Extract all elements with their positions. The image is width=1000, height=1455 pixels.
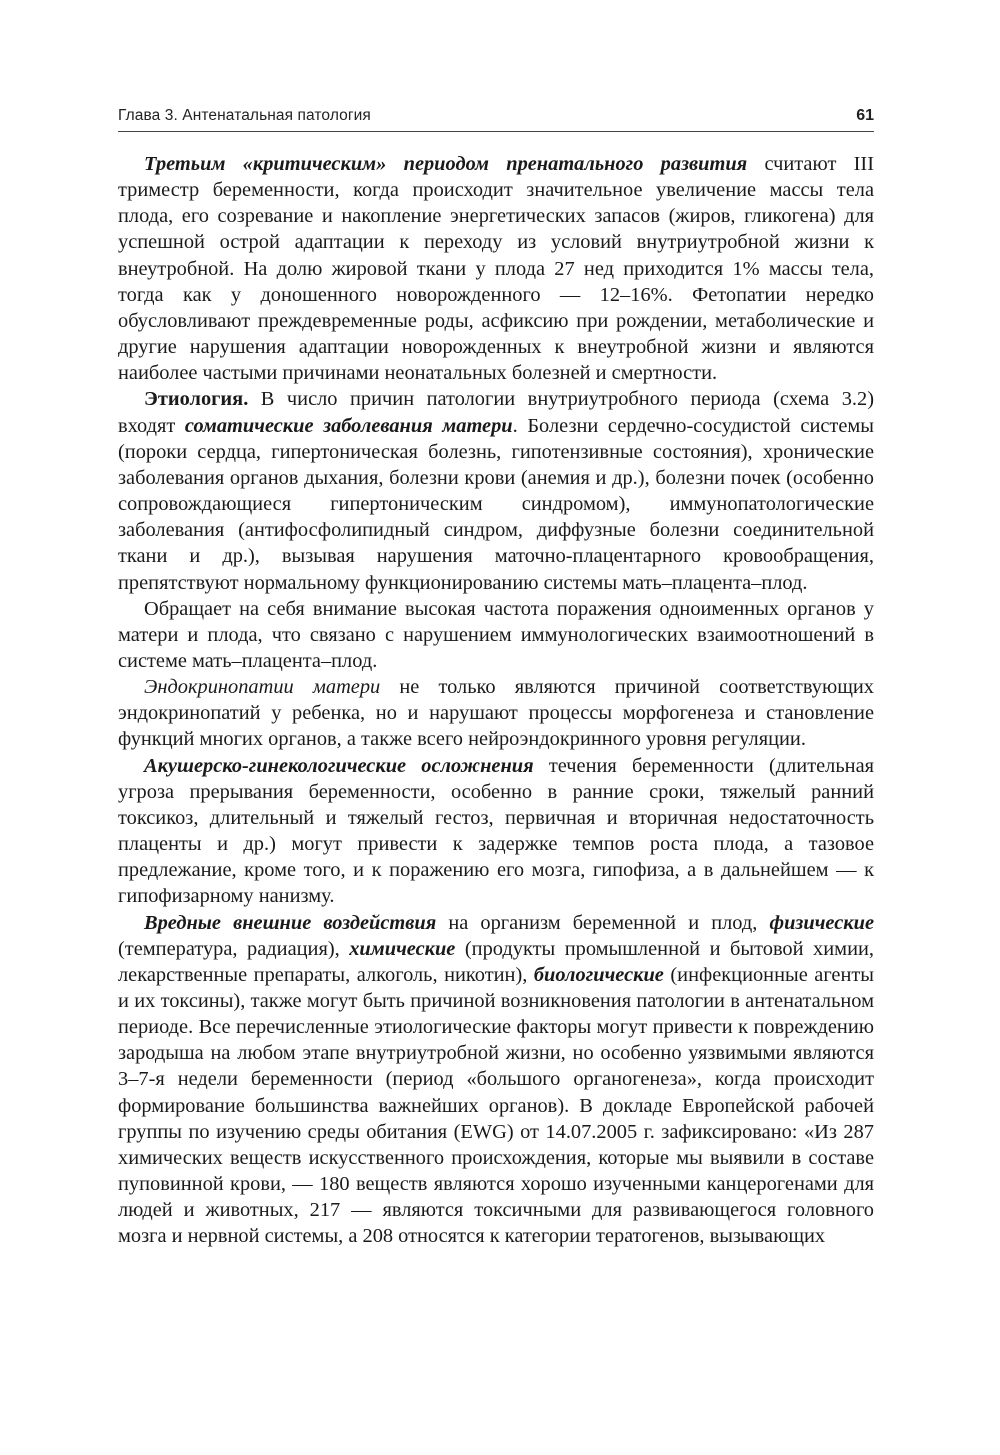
- page-number: 61: [856, 107, 874, 124]
- chapter-title: Глава 3. Антенатальная патология: [118, 107, 371, 124]
- term-chemical: химические: [349, 937, 456, 960]
- paragraph-etiology: [118, 386, 874, 595]
- term-biological: биологические: [533, 963, 664, 986]
- paragraph-text: (продукты промышленной и бытовой химии, лекарственные препараты, алкоголь, никотин),: [118, 937, 874, 986]
- paragraph-text: считают III триместр беременности, когда происходит значительное увеличение массы тела плода, его созревание и накопление энергетических запасов (жиров, гликогена) для успешной острой адаптации к переходу из условий внутриутробной жизни к внеутробной. На долю жировой ткани у плода 27 нед приходится 1% массы тела, тогда как у доношенного новорожденного — 12–16%. Фетопатии нередко обусловливают преждевременные роды, асфиксию при рождении, метаболические и другие нарушения адаптации новорожденных к внеутробной жизни и являются наиболее частыми причинами неонатальных болезней и смертности.: [118, 153, 874, 385]
- paragraph-organ-lesions: [118, 596, 874, 674]
- body-text: [118, 151, 874, 1250]
- paragraph-obstetric-complications: [118, 753, 874, 910]
- paragraph-text: Обращает на себя внимание высокая частота поражения одноименных органов у матери и плода, что связано с нарушением иммунологических взаимоотношений в системе мать–плацента–плод.: [118, 597, 874, 672]
- heading-etiology: Этиология.: [144, 388, 249, 411]
- paragraph-text: на организм беременной и плод,: [436, 911, 770, 934]
- paragraph-third-critical-period: [118, 151, 874, 386]
- paragraph-text: (температура, радиация),: [118, 937, 350, 960]
- paragraph-text: течения беременности (длительная угроза прерывания беременности, особенно в ранние сроки, тяжелый ранний токсикоз, длительный и тяжелый гестоз, первичная и вторичная недостаточность плаценты и др.) могут привести к задержке темпов роста плода, а тазовое предлежание, кроме того, и к поражению его мозга, гипофиза, а в дальнейшем — к гипофизарному нанизму.: [118, 754, 874, 908]
- term-endocrinopathies: Эндокринопатии матери: [144, 676, 381, 699]
- term-somatic-diseases: соматические заболевания матери: [184, 414, 513, 437]
- paragraph-text: не только являются причиной соответствующих эндокринопатий у ребенка, но и нарушают процессы морфогенеза и становление функций многих органов, а также всего нейроэндокринного уровня регуляции.: [118, 676, 875, 751]
- term-third-critical-period: Третьим «критическим» периодом пренатального развития: [144, 153, 748, 175]
- term-physical: физические: [769, 911, 874, 934]
- paragraph-text: . Болезни сердечно-сосудистой системы (пороки сердца, гипертоническая болезнь, гипотензивные состояния), хронические заболевания органов дыхания, болезни крови (анемия и др.), болезни почек (особенно сопровождающиеся гипертоническим синдромом), иммунопатологические заболевания (антифосфолипидный синдром, диффузные болезни соединительной ткани и др.), вызывая нарушения маточно-плацентарного кровообращения, препятствуют нормальному функционированию системы мать–плацента–плод.: [118, 414, 874, 594]
- term-obstetric-complications: Акушерско-гинекологические осложнения: [144, 754, 534, 777]
- running-header: [118, 107, 874, 132]
- paragraph-text: (инфекционные агенты и их токсины), также могут быть причиной возникновения патологии в антенатальном периоде. Все перечисленные этиологические факторы могут привести к повреждению зародыша на любом этапе внутриутробной жизни, но особенно уязвимыми являются 3–7-я недели беременности (период «большого органогенеза», когда происходит формирование большинства важнейших органов). В докладе Европейской рабочей группы по изучению среды обитания (EWG) от 14.07.2005 г. зафиксировано: «Из 287 химических веществ искусственного происхождения, которые мы выявили в составе пуповинной крови, — 180 веществ являются хорошо изученными канцерогенами для людей и животных, 217 — являются токсичными для развивающегося головного мозга и нервной системы, а 208 относятся к категории тератогенов, вызывающих: [118, 963, 874, 1248]
- term-harmful-external-factors: Вредные внешние воздействия: [144, 911, 437, 934]
- paragraph-endocrinopathies: [118, 674, 874, 752]
- paragraph-external-factors: [118, 910, 874, 1250]
- paragraph-text: В число причин патологии внутриутробного периода (схема 3.2) входят: [118, 388, 874, 437]
